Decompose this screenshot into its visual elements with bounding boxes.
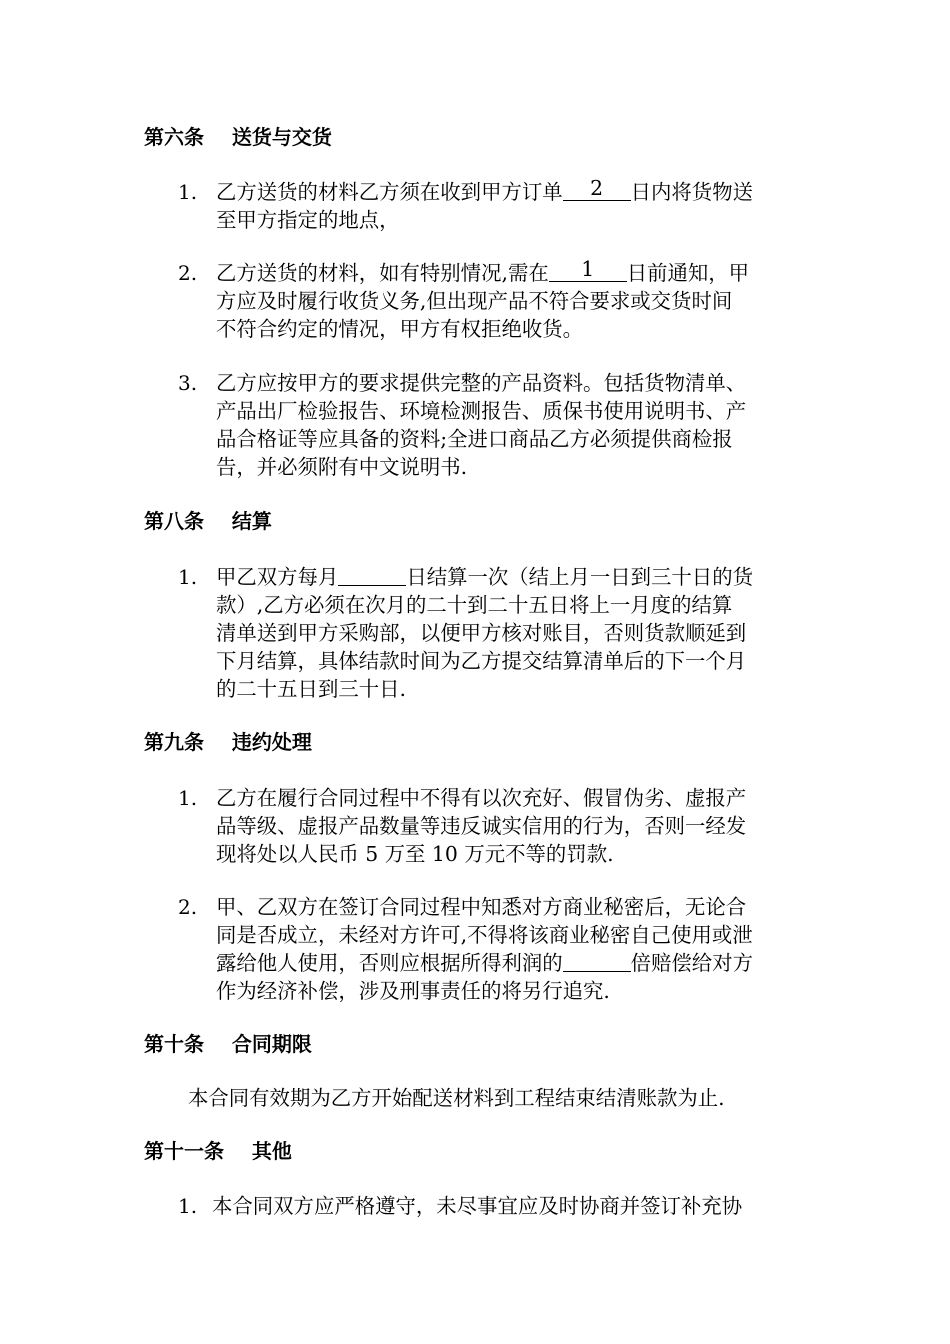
item-line: 同是否成立，未经对方许可,不得将该商业秘密自己使用或泄	[216, 923, 753, 947]
item-line: 品合格证等应具备的资料;全进口商品乙方必须提供商检报	[216, 427, 733, 451]
fill-blank	[338, 562, 406, 586]
fill-blank: 1	[549, 258, 627, 282]
item-line: 甲乙双方每月 日结算一次（结上月一日到三十日的货	[216, 562, 753, 592]
item-line: 乙方送货的材料乙方须在收到甲方订单 2 日内将货物送	[216, 176, 753, 204]
item-number: 1.	[178, 180, 198, 204]
item-line: 本合同双方应严格遵守，未尽事宜应及时协商并签订补充协	[212, 1194, 743, 1218]
item-line: 清单送到甲方采购部，以便甲方核对账目，否则货款顺延到	[216, 621, 747, 645]
item-number: 1.	[178, 565, 198, 589]
article-10-text: 本合同有效期为乙方开始配送材料到工程结束结清账款为止.	[188, 1086, 725, 1110]
item-line: 不符合约定的情况，甲方有权拒绝收货。	[216, 317, 584, 341]
item-line: 告，并必须附有中文说明书.	[216, 455, 468, 479]
item-line: 方应及时履行收货义务,但出现产品不符合要求或交货时间	[216, 289, 733, 313]
item-line: 现将处以人民币 5 万至 10 万元不等的罚款.	[216, 842, 614, 866]
item-line: 甲、乙双方在签订合同过程中知悉对方商业秘密后，无论合	[216, 895, 747, 919]
item-line: 乙方应按甲方的要求提供完整的产品资料。包括货物清单、	[216, 371, 747, 395]
article-9-heading: 第九条 违约处理	[144, 730, 312, 754]
item-line: 产品出厂检验报告、环境检测报告、质保书使用说明书、产	[216, 399, 747, 423]
item-number: 2.	[178, 261, 198, 285]
article-6-heading: 第六条 送货与交货	[144, 125, 332, 149]
item-number: 1.	[178, 1194, 198, 1218]
fill-blank: 2	[563, 177, 631, 201]
item-line: 的二十五日到三十日.	[216, 677, 406, 701]
article-8-heading: 第八条 结算	[144, 509, 272, 533]
item-number: 3.	[178, 371, 198, 395]
item-line: 乙方送货的材料，如有特别情况,需在 1 日前通知，甲	[216, 257, 750, 285]
article-11-heading: 第十一条 其他	[144, 1139, 292, 1163]
item-number: 2.	[178, 895, 198, 919]
item-number: 1.	[178, 786, 198, 810]
item-line: 款）,乙方必须在次月的二十到二十五日将上一月度的结算	[216, 593, 733, 617]
item-line: 下月结算，具体结款时间为乙方提交结算清单后的下一个月	[216, 649, 747, 673]
item-line: 乙方在履行合同过程中不得有以次充好、假冒伪劣、虚报产	[216, 786, 747, 810]
item-line: 至甲方指定的地点，	[216, 208, 400, 232]
fill-blank	[563, 948, 631, 972]
item-line: 品等级、虚报产品数量等违反诚实信用的行为，否则一经发	[216, 814, 747, 838]
article-10-heading: 第十条 合同期限	[144, 1032, 312, 1056]
item-line: 作为经济补偿，涉及刑事责任的将另行追究.	[216, 979, 610, 1003]
item-line: 露给他人使用，否则应根据所得利润的 倍赔偿给对方	[216, 948, 753, 978]
